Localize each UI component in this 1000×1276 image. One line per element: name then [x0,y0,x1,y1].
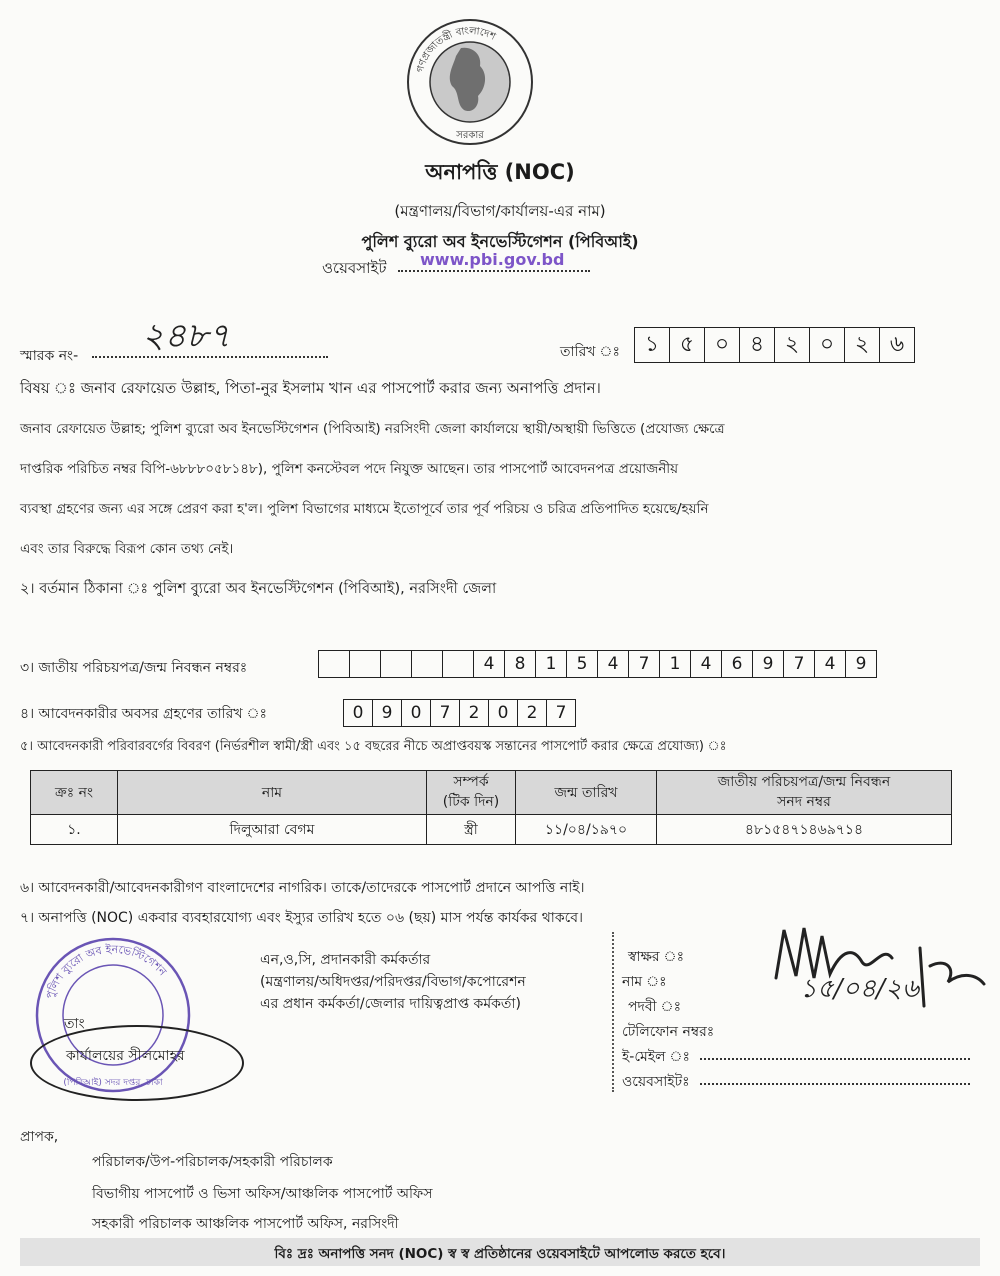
header-serial: ক্রঃ নং [31,771,118,815]
nid-digit: 4 [815,650,846,678]
retirement-boxes [343,699,576,727]
nid-digit [318,650,350,678]
signature-divider [612,932,615,1092]
row-serial: ১. [31,815,118,845]
emblem-bottom-text: সরকার [456,130,484,141]
nid-digit: 4 [691,650,722,678]
date-digit: ০ [810,327,845,363]
government-emblem [406,18,534,146]
email-dotted-line [700,1058,970,1060]
website-label: ওয়েবসাইট [322,259,387,277]
handwritten-sign-date: ১৫/০৪/২৬ [800,974,919,1004]
nid-digit [412,650,443,678]
emblem-seal-icon [406,18,534,146]
ministry-subtitle: (মন্ত্রণালয়/বিভাগ/কার্যালয়-এর নাম) [394,202,606,220]
retire-digit: 7 [431,699,460,727]
nid-digit: 7 [629,650,660,678]
footnote-text: বিঃ দ্রঃ অনাপত্তি সনদ (NOC) স্ব স্ব প্রতিষ্ঠানের ওয়েবসাইটে আপলোড করতে হবে। [274,1246,726,1262]
date-boxes [634,327,915,363]
organization-name: পুলিশ ব্যুরো অব ইনভেস্টিগেশন (পিবিআই) [361,232,639,251]
row-relation: স্ত্রী [427,815,516,845]
date-digit: ২ [775,327,810,363]
body-line-2: দাপ্তরিক পরিচিত নম্বর বিপি-৬৮৮৮০৫৮১৪৮), পুলিশ কনস্টেবল পদে নিযুক্ত আছেন। তার পাসপোর্ট আবেদনপত্র প্রয়োজনীয় [20,461,679,477]
email-label: ই-মেইল ঃ [622,1049,690,1065]
nid-digit: 1 [660,650,691,678]
retire-digit: 0 [402,699,431,727]
website-field-label: ওয়েবসাইটঃ [622,1074,690,1090]
memo-label: স্মারক নং- [20,348,79,364]
issuer-line-3: এর প্রধান কর্মকর্তা/জেলার দায়িত্বপ্রাপ্ত কর্মকর্তা) [260,996,521,1012]
retire-digit: 2 [518,699,547,727]
date-digit: ৬ [880,327,915,363]
header-relation-line1: সম্পর্ক [453,774,489,790]
document-title: অনাপত্তি (NOC) [425,160,575,184]
nid-digit: 8 [505,650,536,678]
website-url: www.pbi.gov.bd [420,250,565,269]
header-name: নাম [118,771,427,815]
website-dotted-line [398,270,590,272]
recipient-line-1: পরিচালক/উপ-পরিচালক/সহকারী পরিচালক [92,1154,333,1170]
family-table-header [31,771,952,815]
body-line-4: এবং তার বিরুদ্ধে বিরূপ কোন তথ্য নেই। [20,541,234,557]
retire-digit: 9 [373,699,402,727]
retire-digit: 7 [547,699,576,727]
body-line-1: জনাব রেফায়েত উল্লাহ; পুলিশ ব্যুরো অব ইনভেস্টিগেশন (পিবিআই) নরসিংদী জেলা কার্যালয়ে স্থায়ী/অস্থায়ী ভিত্তিতে (প্রযোজ্য ক্ষেত্রে [20,421,725,437]
issuer-line-1: এন,ও,সি, প্রদানকারী কর্মকর্তার [260,952,431,968]
retire-digit: 0 [489,699,518,727]
issuer-line-2: (মন্ত্রণালয়/অধিদপ্তর/পরিদপ্তর/বিভাগ/কপোরেশন [260,974,526,990]
nid-digit: 7 [784,650,815,678]
date-label: তারিখ ঃ [560,344,620,360]
date-digit: ৫ [670,327,705,363]
phone-label: টেলিফোন নম্বরঃ [622,1024,715,1040]
nid-digit: 6 [722,650,753,678]
nid-digit [350,650,381,678]
date-digit: ০ [705,327,740,363]
header-nid-line1: জাতীয় পরিচয়পত্র/জন্ম নিবন্ধন [717,774,891,790]
family-label: ৫। আবেদনকারী পরিবারবর্গের বিবরণ (নির্ভরশীল স্বামী/স্ত্রী এবং ১৫ বছরের নীচে অপ্রাপ্তবয়স্ক সন্তানের পাসপোর্ট করার ক্ষেত্রে প্রযোজ্য) ঃ [20,739,727,754]
nid-digit: 9 [753,650,784,678]
nid-label: ৩। জাতীয় পরিচয়পত্র/জন্ম নিবন্ধন নম্বরঃ [20,660,248,676]
row-dob: ১১/০৪/১৯৭০ [516,815,657,845]
item-6: ৬। আবেদনকারী/আবেদনকারীগণ বাংলাদেশের নাগরিক। তাকে/তাদেরকে পাসপোর্ট প্রদানে আপত্তি নাই। [20,880,585,896]
date-digit: ১ [634,327,670,363]
recipient-line-2: বিভাগীয় পাসপোর্ট ও ভিসা অফিস/আঞ্চলিক পাসপোর্ট অফিস [92,1186,433,1202]
header-dob: জন্ম তারিখ [516,771,657,815]
nid-boxes [318,650,877,678]
header-relation-line2: (টিক দিন) [442,793,500,810]
nid-digit: 4 [474,650,505,678]
date-digit: ২ [845,327,880,363]
retire-digit: 2 [460,699,489,727]
stamp-bottom-text: (পিবিআই) সদর দপ্তর, ঢাকা [63,1078,163,1088]
body-line-3: ব্যবস্থা গ্রহণের জন্য এর সঙ্গে প্রেরণ করা হ'ল। পুলিশ বিভাগের মাধ্যমে ইতোপূর্বে তার পূর্ব পরিচয় ও চরিত্র প্রতিপাদিত হয়েছে/হয়নি [20,501,709,517]
sign-label: স্বাক্ষর ঃ [628,949,685,965]
retirement-label: ৪। আবেদনকারীর অবসর গ্রহণের তারিখ ঃ [20,706,268,722]
emblem-ring-text: গণপ্রজাতন্ত্রী বাংলাদেশ [414,25,498,74]
memo-number: ২৪৮৭ [142,316,231,356]
header-relation [427,771,516,815]
family-table [30,770,952,845]
designation-label: পদবী ঃ [628,999,682,1015]
stamp-date-label: তাং [64,1016,85,1032]
row-name: দিলুআরা বেগম [118,815,427,845]
subject-line: বিষয় ঃ জনাব রেফায়েত উল্লাহ, পিতা-নুর ইসলাম খান এর পাসপোর্ট করার জন্য অনাপত্তি প্রদান। [20,379,601,397]
svg-text:পুলিশ ব্যুরো অব ইনভেস্টিগেশন [43,943,169,1001]
nid-digit: 9 [846,650,877,678]
table-row [31,815,952,845]
nid-digit: 1 [536,650,567,678]
nid-digit [443,650,474,678]
recipient-label: প্রাপক, [20,1129,59,1145]
nid-digit [381,650,412,678]
retire-digit: 0 [343,699,373,727]
nid-digit: 5 [567,650,598,678]
present-address: ২। বর্তমান ঠিকানা ঃ পুলিশ ব্যুরো অব ইনভেস্টিগেশন (পিবিআই), নরসিংদী জেলা [20,581,497,597]
website-dotted-line [700,1083,970,1085]
stamp-ring-text: পুলিশ ব্যুরো অব ইনভেস্টিগেশন [43,942,170,1001]
date-digit: ৪ [740,327,775,363]
header-nid [657,771,952,815]
row-nid: ৪৮১৫৪৭১৪৬৯৭১৪ [657,815,952,845]
item-7: ৭। অনাপত্তি (NOC) একবার ব্যবহারযোগ্য এবং ইস্যুর তারিখ হতে ০৬ (ছয়) মাস পর্যন্ত কার্যকর থাকবে। [20,910,584,926]
recipient-line-3: সহকারী পরিচালক আঞ্চলিক পাসপোর্ট অফিস, নরসিংদী [92,1216,399,1232]
name-label: নাম ঃ [622,974,667,990]
office-seal-label: কার্যালয়ের সীলমোহর [66,1048,185,1064]
header-nid-line2: সনদ নম্বর [777,793,831,810]
nid-digit: 4 [598,650,629,678]
